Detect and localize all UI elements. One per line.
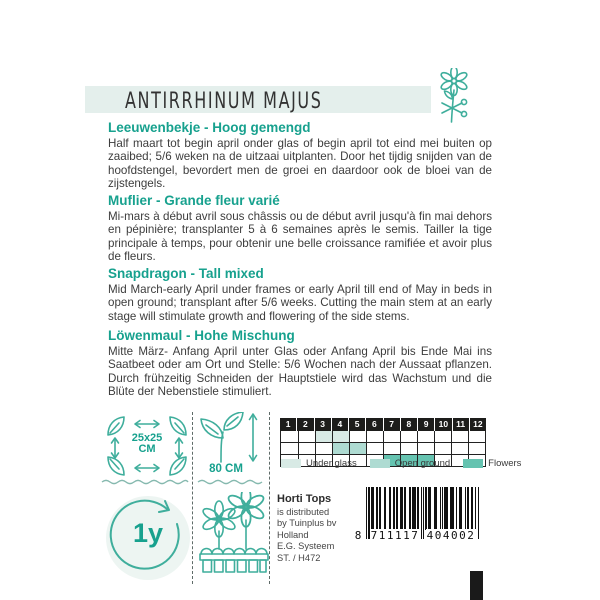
calendar-cell: [468, 443, 485, 454]
planting-distance-label: [119, 433, 175, 455]
dashed-separator-vertical-1: [192, 412, 193, 584]
legend-swatch: [370, 459, 390, 468]
barcode-module: [478, 487, 479, 539]
calendar-cell: [383, 431, 400, 442]
calendar-legend: [281, 458, 534, 469]
calendar-cell: [281, 431, 298, 442]
section-body-de: Mitte März- Anfang April unter Glas oder Anfang April bis Ende Mai ins Saatbeet oder am Ort und Stelle: 5/6 Wochen nach der Aussaat pflanzen. Durch frühzeitig Schneiden der Hauptstiele wird das Wachstum und die Blüte der Nebenstiele stimuliert.: [108, 345, 492, 399]
distributor-info: [277, 493, 352, 564]
calendar-cell: [383, 443, 400, 454]
section-english: [108, 267, 492, 323]
calendar-cell: [417, 443, 434, 454]
legend-swatch: [463, 459, 483, 468]
calendar-row: [281, 442, 485, 454]
section-heading-nl: Leeuwenbekje - Hoog gemengd: [108, 120, 311, 135]
legend-label: Under glass: [306, 458, 357, 469]
barcode-digit-left: 8: [352, 529, 364, 542]
section-french: [108, 194, 492, 264]
section-heading-fr: Muflier - Grande fleur varié: [108, 193, 280, 208]
calendar-cell: [366, 431, 383, 442]
calendar-cell: [434, 443, 451, 454]
distributor-line: E.G. Systeem: [277, 541, 335, 552]
distributor-line: Holland: [277, 529, 309, 540]
calendar-month-label: 10: [435, 418, 451, 431]
calendar-month-label: 9: [418, 418, 434, 431]
section-heading-en: Snapdragon - Tall mixed: [108, 266, 264, 281]
calendar-month-label: 5: [349, 418, 365, 431]
calendar-month-label: 4: [332, 418, 348, 431]
legend-label: Flowers: [488, 458, 522, 469]
calendar-cell: [332, 431, 349, 442]
section-body-en: Mid March-early April under frames or early April till end of May in beds in open ground; transplant after 5/6 weeks. Cutting the main stem at an early stage will stimulate growth and flowering of the side stems.: [108, 283, 492, 323]
planting-distance-value: 25x25: [131, 432, 163, 444]
calendar-cell: [366, 443, 383, 454]
calendar-cell: [332, 443, 349, 454]
legend-item: [370, 458, 450, 469]
calendar-month-header: [280, 418, 486, 431]
calendar-cell: [281, 443, 298, 454]
calendar-cell: [400, 431, 417, 442]
plant-height-label: 80 CM: [209, 463, 243, 475]
calendar-month-label: 6: [366, 418, 382, 431]
legend-item: [281, 458, 357, 469]
calendar-month-label: 3: [315, 418, 331, 431]
calendar-month-label: 11: [453, 418, 469, 431]
calendar-cell: [417, 431, 434, 442]
plant-height-icon: [197, 412, 259, 464]
calendar-month-label: 1: [280, 418, 296, 431]
section-heading-de: Löwenmaul - Hohe Mischung: [108, 328, 295, 343]
calendar-cell: [451, 443, 468, 454]
flower-tray-icon: [198, 492, 270, 580]
legend-label: Open ground: [394, 458, 451, 469]
distributor-name: Horti Tops: [277, 493, 332, 505]
print-registration-mark: [470, 571, 483, 600]
section-body-fr: Mi-mars à début avril sous châssis ou de début avril jusqu'à fin mai dehors en pépinière; transplanter 5 à 6 semaines après le semis. Tailler la tige principale à temps, pour obtenir une belle croissance ramifiée et avoir plus de fleurs.: [108, 210, 492, 264]
barcode-digits-group2: 404002: [426, 529, 476, 542]
calendar-cell: [315, 443, 332, 454]
calendar-cell: [468, 431, 485, 442]
calendar-month-label: 8: [401, 418, 417, 431]
planting-distance-unit: CM: [138, 443, 156, 455]
calendar-cell: [298, 443, 315, 454]
calendar-cell: [400, 443, 417, 454]
calendar-cell: [349, 431, 366, 442]
calendar-cell: [315, 431, 332, 442]
calendar-cell: [298, 431, 315, 442]
legend-item: [463, 458, 521, 469]
calendar-row: [281, 431, 485, 442]
distributor-line: by Tuinplus bv: [277, 518, 337, 529]
section-german: [108, 329, 492, 399]
distributor-line: is distributed: [277, 507, 330, 517]
title-banner: [85, 86, 431, 113]
section-dutch: [108, 121, 492, 191]
calendar-month-label: 7: [384, 418, 400, 431]
cut-flower-icon: [436, 68, 474, 126]
shelf-life-label: 1y: [132, 518, 164, 548]
distributor-line: ST. / H472: [277, 552, 321, 563]
page-title: ANTIRRHINUM MAJUS: [125, 86, 323, 113]
ean-barcode: [352, 487, 492, 547]
calendar-cell: [434, 431, 451, 442]
calendar-month-label: 2: [297, 418, 313, 431]
calendar-month-label: 12: [470, 418, 486, 431]
section-body-nl: Half maart tot begin april onder glas of begin april tot eind mei buiten op zaaibed; 5/6 weken na de uitzaai uitplanten. Door het tijdig snijden van de hoofdstengel, bevordert men de groei en daardoor ook de bloei van de zijstengels.: [108, 137, 492, 191]
barcode-digits-group1: 711117: [370, 529, 420, 542]
legend-swatch: [281, 459, 301, 468]
wavy-separator-2: [197, 478, 265, 485]
calendar-cell: [349, 443, 366, 454]
calendar-cell: [451, 431, 468, 442]
